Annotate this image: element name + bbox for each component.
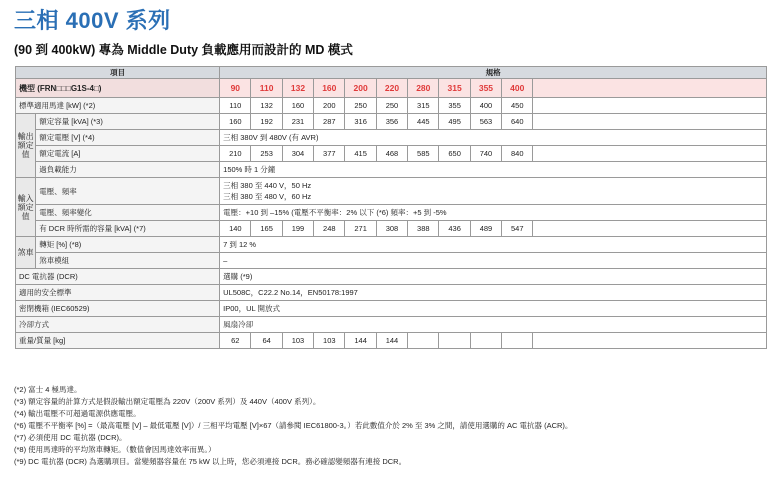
cell: 315 [408, 98, 439, 114]
cell: 144 [345, 333, 376, 349]
cell: 308 [376, 221, 407, 237]
cell: 271 [345, 221, 376, 237]
model-label: 機型 (FRN□□□G1S-4□) [16, 79, 220, 98]
cell: 150% 時 1 分鐘 [220, 162, 767, 178]
table-row [16, 162, 767, 178]
row-label: 煞車模組 [36, 253, 220, 269]
cell: 377 [314, 146, 345, 162]
input-group-label: 輸入額定值 [16, 178, 36, 237]
cell: 287 [314, 114, 345, 130]
cell: 三相 380V 到 480V (有 AVR) [220, 130, 767, 146]
table-row [16, 285, 767, 301]
table-row [16, 130, 767, 146]
table-row [16, 269, 767, 285]
row-label: 適用的安全標準 [16, 285, 220, 301]
cell: 199 [282, 221, 313, 237]
model-value: 220 [376, 79, 407, 98]
row-label: 過負載能力 [36, 162, 220, 178]
footnotes [14, 384, 774, 468]
table-header-row [16, 67, 767, 79]
model-value: 355 [470, 79, 501, 98]
cell: 248 [314, 221, 345, 237]
cell: 144 [376, 333, 407, 349]
cell: 304 [282, 146, 313, 162]
cell: 250 [376, 98, 407, 114]
footnote: (*3) 額定容量的計算方式是假設輸出額定電壓為 220V（200V 系列）及 440V（400V 系列）。 [14, 397, 321, 406]
footnote: (*4) 輸出電壓不可超過電源供應電壓。 [14, 409, 141, 418]
cell: 132 [251, 98, 282, 114]
row-label: 有 DCR 時所需的容量 [kVA] (*7) [36, 221, 220, 237]
cell: 355 [439, 98, 470, 114]
row-label: 密閉機箱 (IEC60529) [16, 301, 220, 317]
model-value: 315 [439, 79, 470, 98]
cell: 160 [220, 114, 251, 130]
model-row [16, 79, 767, 98]
model-value: 160 [314, 79, 345, 98]
table-row [16, 253, 767, 269]
cell-line: 三相 380 至 440 V，50 Hz [223, 181, 312, 190]
row-label: 額定電壓 [V] (*4) [36, 130, 220, 146]
cell: 192 [251, 114, 282, 130]
cell: 62 [220, 333, 251, 349]
table-row [16, 98, 767, 114]
table-row [16, 317, 767, 333]
footnote: (*2) 富士 4 極馬達。 [14, 385, 82, 394]
cell [220, 178, 767, 205]
motor-label: 標準適用馬達 [kW] (*2) [16, 98, 220, 114]
footnote: (*9) DC 電抗器 (DCR) 為選購項目。當變頻器容量在 75 kW 以上時，您必須連接 DCR。務必確認變頻器有連接 DCR。 [14, 457, 407, 466]
cell: 316 [345, 114, 376, 130]
table-row [16, 333, 767, 349]
header-spec: 規格 [220, 67, 767, 79]
row-label: 額定容量 [kVA] (*3) [36, 114, 220, 130]
footnote: (*6) 電壓不平衡率 [%] =（最高電壓 [V] – 最低電壓 [V]）/ 三相平均電壓 [V]×67（請參閱 IEC61800-3。）若此數值介於 2% 至 3% 之間，請使用選購的 AC 電抗器 (ACR)。 [14, 421, 573, 430]
cell: 445 [408, 114, 439, 130]
model-value: 110 [251, 79, 282, 98]
cell: 電壓：+10 到 –15% (電壓不平衡率：2% 以下 (*6) 頻率：+5 到 -5% [220, 205, 767, 221]
cell: 210 [220, 146, 251, 162]
cell: 585 [408, 146, 439, 162]
row-label: 冷卻方式 [16, 317, 220, 333]
row-label: 電壓、頻率 [36, 178, 220, 205]
cell: IP00，UL 開放式 [220, 301, 767, 317]
footnote: (*8) 使用馬達時的平均煞車轉矩。（數值會因馬達效率而異。） [14, 445, 216, 454]
model-value: 400 [502, 79, 533, 98]
cell: UL508C，C22.2 No.14，EN50178:1997 [220, 285, 767, 301]
cell: 253 [251, 146, 282, 162]
cell: 436 [439, 221, 470, 237]
table-row [16, 146, 767, 162]
cell: 103 [282, 333, 313, 349]
cell: 110 [220, 98, 251, 114]
cell: – [220, 253, 767, 269]
cell: 165 [251, 221, 282, 237]
cell: 風扇冷卻 [220, 317, 767, 333]
model-value: 280 [408, 79, 439, 98]
output-group-label: 輸出額定值 [16, 114, 36, 178]
cell: 160 [282, 98, 313, 114]
cell: 563 [470, 114, 501, 130]
page-title: 三相 400V 系列 [14, 8, 171, 33]
cell: 415 [345, 146, 376, 162]
cell: 840 [502, 146, 533, 162]
cell: 640 [502, 114, 533, 130]
row-label: 電壓、頻率變化 [36, 205, 220, 221]
table-row [16, 178, 767, 205]
header-item: 項目 [16, 67, 220, 79]
model-value: 132 [282, 79, 313, 98]
cell: 547 [502, 221, 533, 237]
cell: 231 [282, 114, 313, 130]
cell: 356 [376, 114, 407, 130]
page-subtitle: (90 到 400kW) 專為 Middle Duty 負載應用而設計的 MD 模式 [14, 43, 353, 57]
cell: 140 [220, 221, 251, 237]
cell: 468 [376, 146, 407, 162]
cell: 388 [408, 221, 439, 237]
cell: 450 [502, 98, 533, 114]
spec-table [15, 66, 767, 349]
cell: 7 到 12 % [220, 237, 767, 253]
table-row [16, 205, 767, 221]
model-value: 200 [345, 79, 376, 98]
table-row [16, 237, 767, 253]
cell: 400 [470, 98, 501, 114]
cell: 495 [439, 114, 470, 130]
footnote: (*7) 必須使用 DC 電抗器 (DCR)。 [14, 433, 127, 442]
cell-line: 三相 380 至 480 V，60 Hz [223, 192, 312, 201]
cell: 選購 (*9) [220, 269, 767, 285]
cell: 250 [345, 98, 376, 114]
row-label: 轉矩 [%] (*8) [36, 237, 220, 253]
row-label: 額定電流 [A] [36, 146, 220, 162]
table-row [16, 221, 767, 237]
table-row [16, 301, 767, 317]
model-value: 90 [220, 79, 251, 98]
row-label: DC 電抗器 (DCR) [16, 269, 220, 285]
cell: 64 [251, 333, 282, 349]
cell: 740 [470, 146, 501, 162]
table-row [16, 114, 767, 130]
brake-group-label: 煞車 [16, 237, 36, 269]
cell: 103 [314, 333, 345, 349]
cell: 489 [470, 221, 501, 237]
cell: 650 [439, 146, 470, 162]
row-label: 重量/質量 [kg] [16, 333, 220, 349]
cell: 200 [314, 98, 345, 114]
